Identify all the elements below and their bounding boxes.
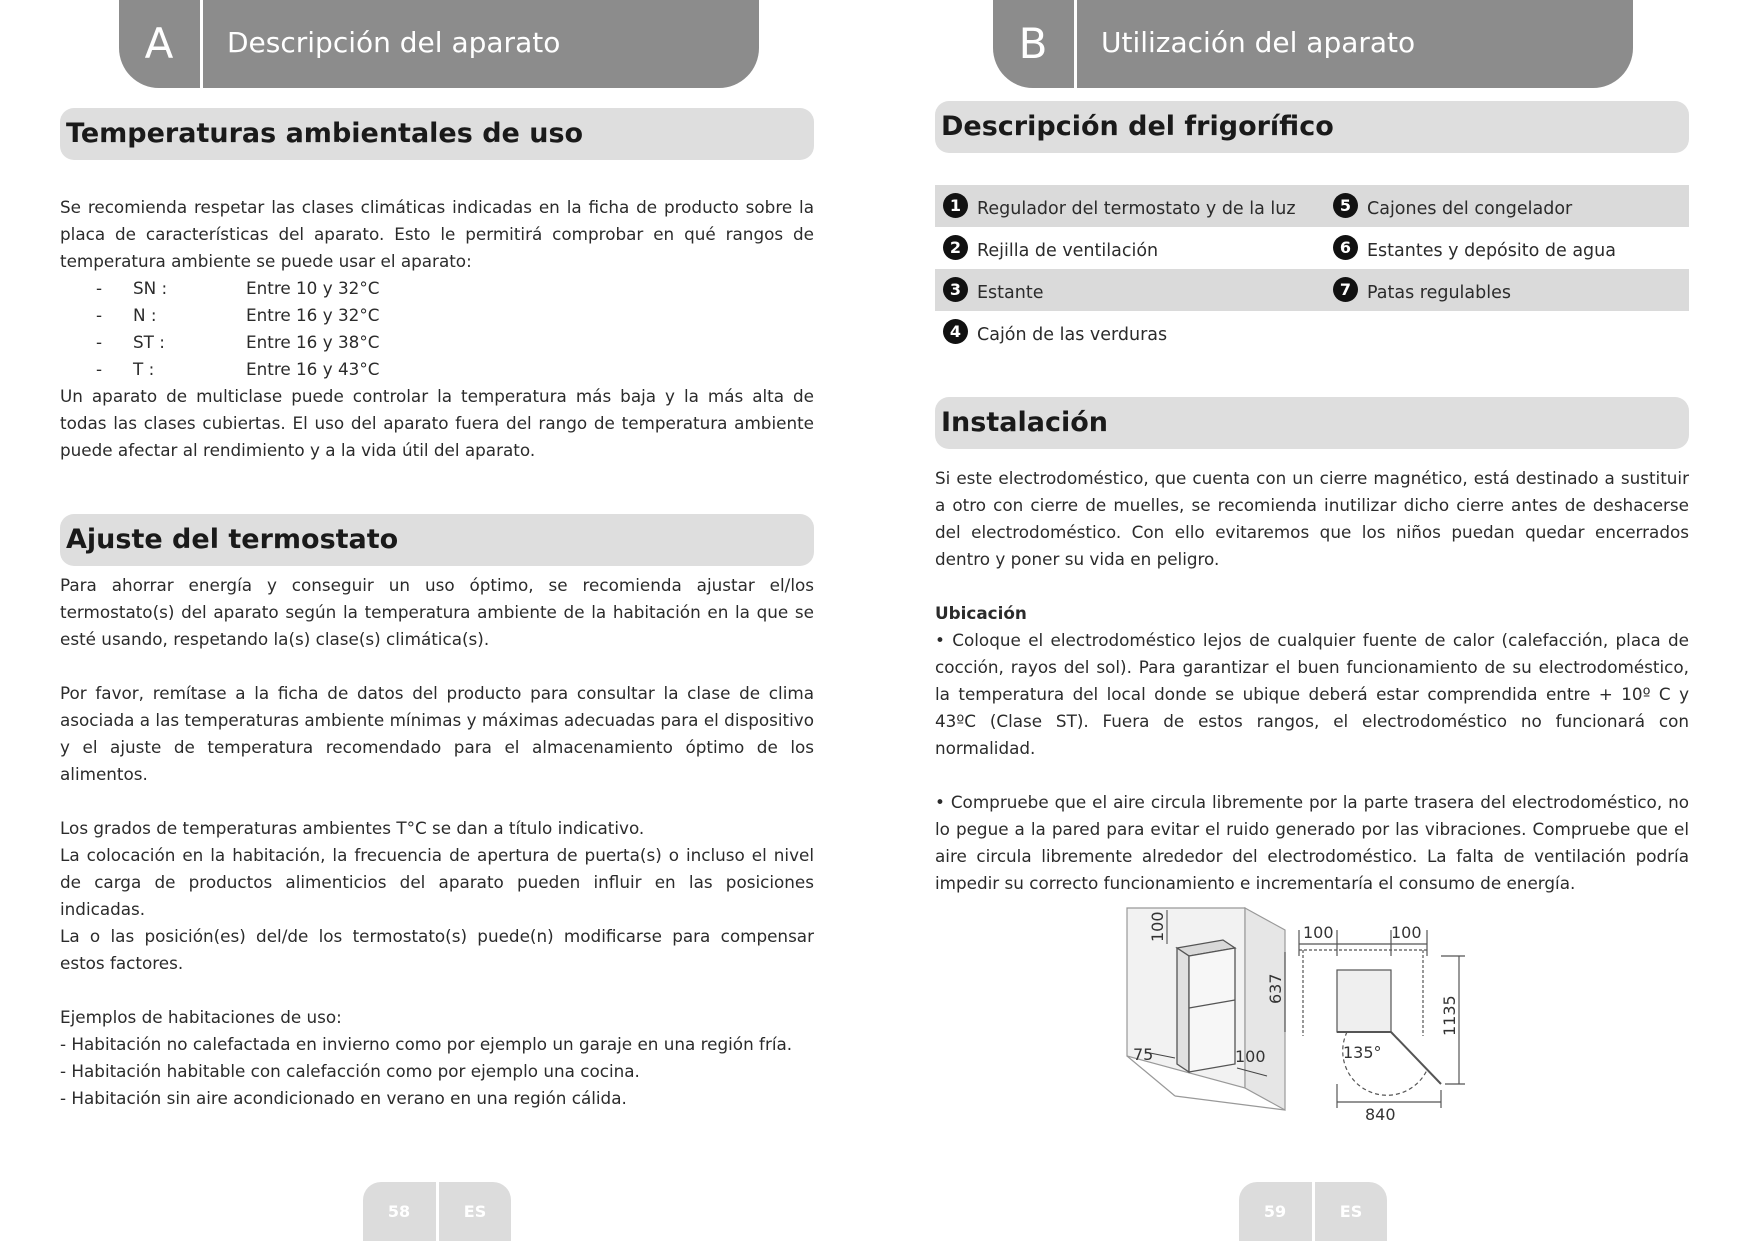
part-label: Patas regulables: [1367, 283, 1511, 303]
page-number: 58: [387, 1202, 411, 1221]
climate-dash: -: [96, 278, 103, 298]
section-title-temperatures: Temperaturas ambientales de uso: [60, 108, 814, 160]
climate-class-list: [96, 275, 496, 383]
spacer: [60, 788, 814, 815]
parts-row: [935, 311, 1689, 353]
chapter-divider: [200, 0, 203, 88]
thermostat-paragraph-3-line-2: La colocación en la habitación, la frecuencia de apertura de puerta(s) o incluso el nivel de carga de productos alimenticios del aparato pueden influir en las posiciones indicadas.: [60, 845, 814, 919]
part-label: Rejilla de ventilación: [977, 241, 1159, 261]
installation-paragraph: Si este electrodoméstico, que cuenta con un cierre magnético, está destinado a sustituir a otro con cierre de muelles, se recomienda inutilizar dicho cierre antes de deshacerse del electrodoméstico. Con ello evitaremos que los niños puedan quedar encerrados dentro y poner su vida en peligro.: [935, 468, 1689, 569]
example-item: - Habitación sin aire acondicionado en verano en una región cálida.: [60, 1088, 627, 1108]
part-number-badge: 6: [1333, 235, 1358, 260]
spacer: [935, 573, 1689, 600]
part-number-badge: 3: [943, 277, 968, 302]
part-label: Estantes y depósito de agua: [1367, 241, 1616, 261]
section-title-thermostat: Ajuste del termostato: [60, 514, 814, 566]
climate-range: Entre 10 y 32°C: [246, 278, 380, 298]
parts-row: [935, 269, 1689, 311]
label-door-angle: 135°: [1343, 1043, 1382, 1062]
climate-class: T :: [133, 359, 155, 379]
section-title-fridge-description: Descripción del frigorífico: [935, 101, 1689, 153]
part-label: Cajón de las verduras: [977, 325, 1168, 345]
climate-row: [96, 329, 496, 356]
fridge-3d-icon: [1177, 940, 1235, 1072]
climate-row: [96, 356, 496, 383]
spacer: [60, 653, 814, 680]
climate-class: ST :: [133, 332, 165, 352]
label-width-open: 840: [1365, 1105, 1396, 1124]
chapter-letter: A: [144, 19, 174, 68]
climate-row: [96, 302, 496, 329]
climate-dash: -: [96, 332, 103, 352]
climate-range: Entre 16 y 38°C: [246, 332, 380, 352]
temperatures-outro: [60, 383, 814, 464]
part-number-badge: 1: [943, 193, 968, 218]
chapter-title: Utilización del aparato: [1101, 26, 1416, 59]
outro-paragraph: Un aparato de multiclase puede controlar la temperatura más baja y la más alta de todas las clases cubiertas. El uso del aparato fuera del rango de temperatura ambiente puede afectar al rendimiento y a la vida útil del aparato.: [60, 386, 814, 460]
left-page: [0, 0, 874, 1241]
label-rear-clearance: 100: [1235, 1047, 1266, 1066]
climate-range: Entre 16 y 43°C: [246, 359, 380, 379]
part-number-badge: 5: [1333, 193, 1358, 218]
part-label: Estante: [977, 283, 1044, 303]
climate-dash: -: [96, 359, 103, 379]
location-subtitle: Ubicación: [935, 603, 1027, 623]
page-footer: [363, 1182, 511, 1241]
climate-range: Entre 16 y 32°C: [246, 305, 380, 325]
climate-class: SN :: [133, 278, 168, 298]
spacer: [60, 977, 814, 1004]
thermostat-paragraph-2: Por favor, remítase a la ficha de datos del producto para consultar la clase de clima asociada a las temperaturas ambiente mínimas y máximas adecuadas para el dispositivo y el ajuste de temperatura recomendado para el almacenamiento óptimo de los alimentos.: [60, 683, 814, 784]
thermostat-paragraph-3-line-3: La o las posición(es) del/de los termostato(s) puede(n) modificarse para compensar estos factores.: [60, 926, 814, 973]
climate-class: N :: [133, 305, 157, 325]
chapter-letter: B: [1018, 19, 1048, 68]
thermostat-paragraph-3-line-1: Los grados de temperaturas ambientes T°C se dan a título indicativo.: [60, 818, 645, 838]
label-top-clearance: 100: [1148, 911, 1167, 942]
label-plan-right: 100: [1391, 923, 1422, 942]
part-label: Regulador del termostato y de la luz: [977, 199, 1296, 219]
climate-dash: -: [96, 305, 103, 325]
page-number: 59: [1263, 1202, 1287, 1221]
label-door-depth: 1135: [1440, 995, 1459, 1036]
climate-row: [96, 275, 496, 302]
part-number-badge: 7: [1333, 277, 1358, 302]
label-side-clearance: 75: [1133, 1045, 1154, 1064]
spacer: [935, 762, 1689, 789]
examples-title: Ejemplos de habitaciones de uso:: [60, 1007, 342, 1027]
label-plan-left: 100: [1303, 923, 1334, 942]
installation-text: [935, 465, 1689, 897]
part-label: Cajones del congelador: [1367, 199, 1573, 219]
plan-view-drawing: [1285, 930, 1465, 1108]
part-number-badge: 4: [943, 319, 968, 344]
location-bullet-1: • Coloque el electrodoméstico lejos de cualquier fuente de calor (calefacción, placa de cocción, rayos del sol). Para garantizar el buen funcionamiento de su electrodoméstico, la temperatura del local donde se ubique deberá estar comprendida entre + 10º C y 43ºC (Clase ST). Fuera de estos rangos, el electrodoméstico no funcionará con normalidad.: [935, 630, 1689, 758]
intro-paragraph: Se recomienda respetar las clases climáticas indicadas en la ficha de producto sobre la placa de características del aparato. Esto le permitirá comprobar en qué rangos de temperatura ambiente se puede usar el aparato:: [60, 197, 814, 271]
installation-clearance-diagram: [1115, 900, 1535, 1140]
page-footer: [1239, 1182, 1387, 1241]
chapter-title: Descripción del aparato: [227, 26, 561, 59]
section-title-installation: Instalación: [935, 397, 1689, 449]
parts-list: [935, 185, 1689, 353]
example-item: - Habitación no calefactada en invierno como por ejemplo un garaje en una región fría.: [60, 1034, 793, 1054]
language-code: ES: [1339, 1202, 1363, 1221]
label-depth: 637: [1266, 973, 1285, 1004]
part-number-badge: 2: [943, 235, 968, 260]
thermostat-text: [60, 572, 814, 1112]
thermostat-paragraph-1: Para ahorrar energía y conseguir un uso óptimo, se recomienda ajustar el/los termostato(s) del aparato según la temperatura ambiente de la habitación en la que se esté usando, respetando la(s) clase(s) climática(s).: [60, 575, 814, 649]
parts-row: [935, 185, 1689, 227]
location-bullet-2: • Compruebe que el aire circula libremente por la parte trasera del electrodoméstico, no lo pegue a la pared para evitar el ruido generado por las vibraciones. Compruebe que el aire circula libremente alrededor del electrodoméstico. La falta de ventilación podría impedir su correcto funcionamiento e incrementaría el consumo de energía.: [935, 792, 1689, 893]
chapter-divider: [1074, 0, 1077, 88]
example-item: - Habitación habitable con calefacción como por ejemplo una cocina.: [60, 1061, 640, 1081]
temperatures-intro: [60, 194, 814, 275]
chapter-header-a: [119, 0, 759, 88]
right-page: [875, 0, 1749, 1241]
chapter-header-b: [993, 0, 1633, 88]
language-code: ES: [463, 1202, 487, 1221]
parts-row: [935, 227, 1689, 269]
